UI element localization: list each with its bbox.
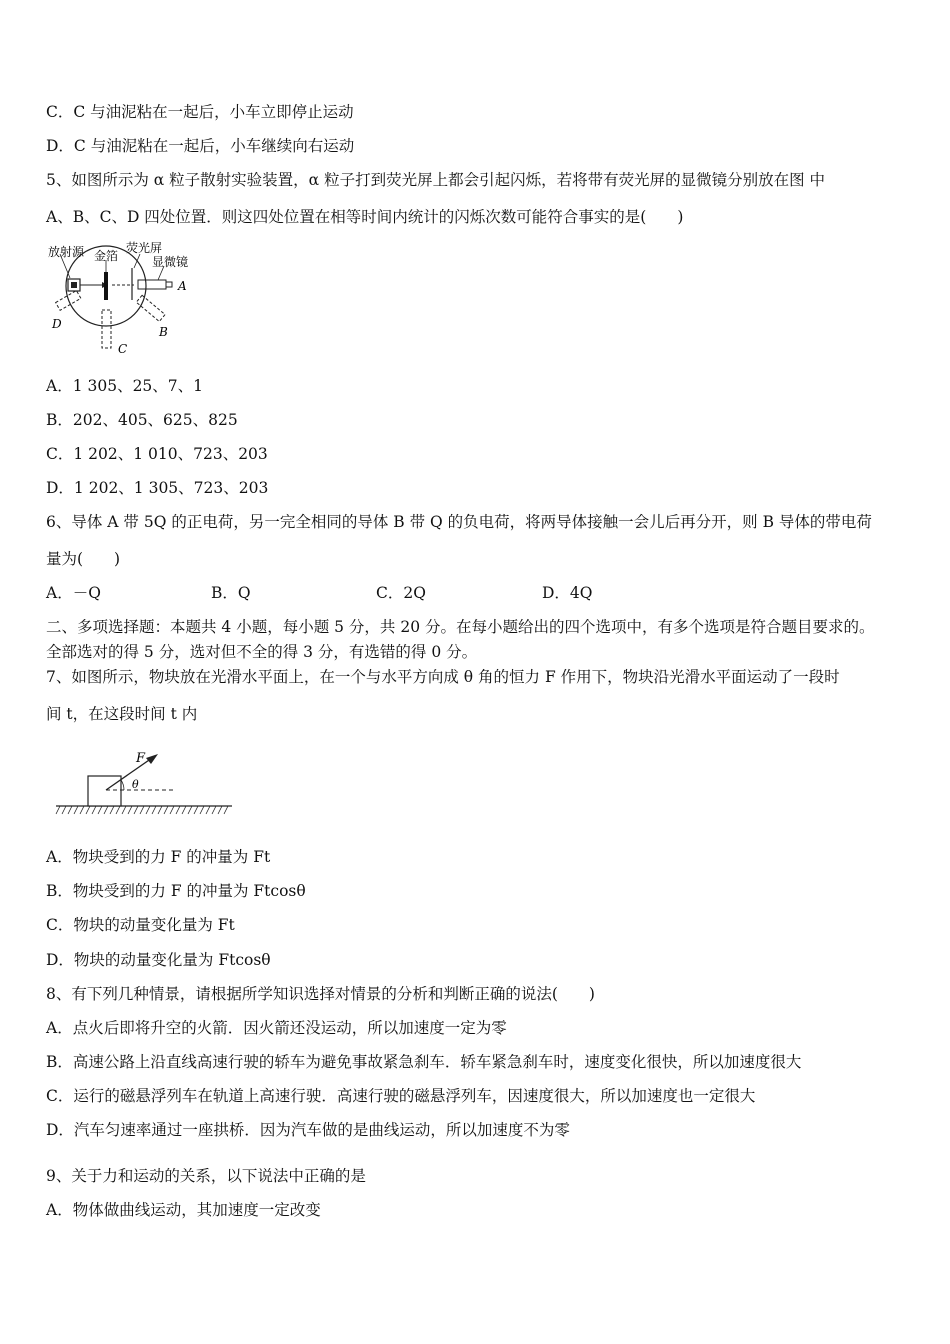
question-8-option-c: C．运行的磁悬浮列车在轨道上高速行驶．高速行驶的磁悬浮列车，因速度很大，所以加速度也一定很大 (46, 1087, 756, 1105)
question-5-option-c: C．1 202、1 010、723、203 (46, 445, 268, 463)
question-5-option-d: D．1 202、1 305、723、203 (46, 479, 269, 497)
question-8-stem: 8、有下列几种情景，请根据所学知识选择对情景的分析和判断正确的说法( ) (46, 985, 595, 1003)
question-8-option-d: D．汽车匀速率通过一座拱桥．因为汽车做的是曲线运动，所以加速度不为零 (46, 1121, 570, 1139)
question-5-stem-line2: A、B、C、D 四处位置．则这四处位置在相等时间内统计的闪烁次数可能符合事实的是( ) (46, 208, 684, 226)
question-8-option-a: A．点火后即将升空的火箭．因火箭还没运动，所以加速度一定为零 (46, 1019, 507, 1037)
question-7-stem-line2: 间 t，在这段时间 t 内 (46, 705, 198, 723)
label-screen: 荧光屏 (126, 241, 163, 255)
label-a: A (178, 279, 187, 293)
label-b: B (159, 325, 168, 339)
label-angle: θ (132, 778, 139, 791)
question-6-option-b: B．Q (211, 584, 251, 602)
question-5-option-a: A．1 305、25、7、1 (46, 377, 204, 395)
question-8-option-b: B．高速公路上沿直线高速行驶的轿车为避免事故紧急刹车．轿车紧急刹车时，速度变化很快，所以加速度很大 (46, 1053, 802, 1071)
question-7-option-b: B．物块受到的力 F 的冲量为 Ftcosθ (46, 882, 306, 900)
question-7-option-d: D．物块的动量变化量为 Ftcosθ (46, 951, 271, 969)
option-c-previous: C．C 与油泥粘在一起后，小车立即停止运动 (46, 103, 354, 121)
question-5-option-b: B．202、405、625、825 (46, 411, 238, 429)
question-6-stem-line2: 量为( ) (46, 550, 121, 568)
label-foil: 金箔 (94, 249, 119, 263)
question-6-options (46, 583, 646, 603)
question-6-option-a: A．－Q (46, 584, 101, 602)
label-force: F (136, 751, 146, 766)
section-2-heading-line1: 二、多项选择题：本题共 4 小题，每小题 5 分，共 20 分。在每小题给出的四个选项中，有多个选项是符合题目要求的。 (46, 618, 875, 636)
section-2-heading-line2: 全部选对的得 5 分，选对但不全的得 3 分，有选错的得 0 分。 (46, 643, 478, 661)
question-5-stem-line1: 5、如图所示为 α 粒子散射实验装置，α 粒子打到荧光屏上都会引起闪烁，若将带有荧光屏的显微镜分别放在图 中 (46, 171, 826, 189)
block-force-figure (54, 742, 236, 820)
question-6-stem-line1: 6、导体 A 带 5Q 的正电荷，另一完全相同的导体 B 带 Q 的负电荷，将两导体接触一会儿后再分开，则 B 导体的带电荷 (46, 513, 872, 531)
alpha-scattering-figure (46, 240, 206, 358)
question-7-stem-line1: 7、如图所示，物块放在光滑水平面上，在一个与水平方向成 θ 角的恒力 F 作用下，物块沿光滑水平面运动了一段时 (46, 668, 840, 686)
label-c: C (118, 342, 128, 356)
label-d: D (52, 317, 62, 331)
question-9-option-a: A．物体做曲线运动，其加速度一定改变 (46, 1201, 321, 1219)
question-6-option-c: C．2Q (376, 584, 426, 602)
question-6-option-d: D．4Q (542, 584, 593, 602)
question-9-stem: 9、关于力和运动的关系，以下说法中正确的是 (46, 1167, 366, 1185)
label-microscope: 显微镜 (152, 255, 189, 269)
option-d-previous: D．C 与油泥粘在一起后，小车继续向右运动 (46, 137, 355, 155)
question-7-option-c: C．物块的动量变化量为 Ft (46, 916, 235, 934)
question-7-option-a: A．物块受到的力 F 的冲量为 Ft (46, 848, 271, 866)
label-source: 放射源 (48, 245, 85, 259)
